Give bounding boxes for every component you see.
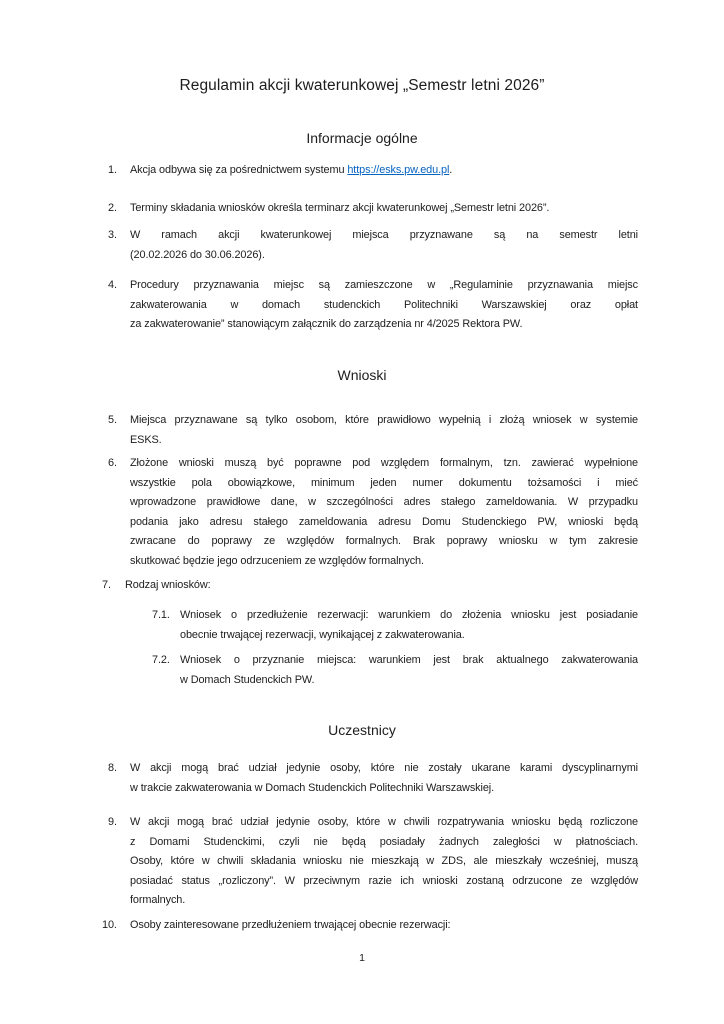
paragraph-line: w trakcie zakwaterowania w Domach Studenckich Politechniki Warszawskiej. (130, 781, 495, 794)
paragraph-line: Złożone wnioski muszą być poprawne pod względem formalnym, tzn. zawierać wypełnione (130, 457, 638, 469)
paragraph-line: obecnie trwającej rezerwacji, wynikającej z zakwaterowania. (180, 628, 465, 641)
item-number: 8. (108, 762, 117, 774)
item-number: 1. (108, 164, 117, 176)
paragraph-line: Terminy składania wniosków określa terminarz akcji kwaterunkowej „Semestr letni 2026”. (130, 202, 550, 214)
item-number: 3. (108, 229, 117, 241)
paragraph-line: zwracane do poprawy ze względów formalnych. Brak poprawy wniosku w tym zakresie (130, 535, 638, 547)
section-heading-uczestnicy: Uczestnicy (328, 722, 396, 738)
list-item-6 (108, 454, 724, 571)
list-item-7-2 (152, 651, 724, 690)
list-item-2 (108, 199, 724, 219)
list-item-7 (102, 576, 724, 596)
esks-link[interactable]: https://esks.pw.edu.pl (347, 164, 450, 176)
link-suffix-text: . (449, 164, 453, 176)
paragraph-line: wszystkie pola obowiązkowe, minimum jeden numer dokumentu tożsamości i mieć (130, 476, 638, 489)
list-item-1 (108, 161, 724, 181)
item-number: 2. (108, 202, 117, 214)
item-number: 7. (102, 579, 111, 591)
paragraph-line: Rodzaj wniosków: (125, 579, 211, 591)
paragraph-line: wprowadzone prawidłowe dane, w szczególności adres stałego zameldowania. W przypadku (130, 496, 638, 508)
item-number: 5. (108, 414, 117, 426)
item-number: 10. (102, 919, 117, 931)
paragraph-line: Miejsca przyznawane są tylko osobom, które prawidłowo wypełnią i złożą wniosek w systemie (130, 414, 638, 426)
document-title: Regulamin akcji kwaterunkowej „Semestr letni 2026” (179, 77, 545, 94)
paragraph-line: W akcji mogą brać udział jedynie osoby, które w chwili rozpatrywania wniosku będą rozliczone (130, 816, 638, 828)
paragraph-line: skutkować będzie jego odrzuceniem ze względów formalnych. (130, 554, 424, 567)
item-number: 4. (108, 279, 117, 291)
paragraph-line: (20.02.2026 do 30.06.2026). (130, 248, 265, 261)
paragraph-line: Osoby zainteresowane przedłużeniem trwającej obecnie rezerwacji: (130, 919, 451, 931)
paragraph-line: Osoby, które w chwili składania wniosku nie mieszkają w ZDS, ale mieszkały wcześniej, muszą (130, 855, 638, 867)
paragraph-line: podania jako adresu stałego zameldowania adresu Domu Studenckiego PW, wnioski będą (130, 515, 638, 528)
paragraph-line: posiadać status „rozliczony”. W przeciwnym razie ich wnioski zostaną odrzucone ze względów (130, 874, 638, 887)
paragraph-line: Wniosek o przedłużenie rezerwacji: warunkiem do złożenia wniosku jest posiadanie (180, 609, 638, 621)
item-number: 6. (108, 457, 117, 469)
section-heading-wnioski: Wnioski (337, 367, 387, 383)
list-item-10 (102, 916, 724, 936)
item-number: 9. (108, 816, 117, 828)
paragraph-line: formalnych. (130, 894, 186, 906)
paragraph-line: Procedury przyznawania miejsc są zamieszczone w „Regulaminie przyznawania miejsc (130, 279, 638, 291)
paragraph-line: w Domach Studenckich PW. (180, 673, 315, 686)
paragraph-line: W akcji mogą brać udział jedynie osoby, które nie zostały ukarane karami dyscyplinarnymi (130, 762, 638, 774)
paragraph-line: ESKS. (130, 433, 162, 446)
item-number: 7.1. (152, 609, 170, 621)
link-prefix-text: Akcja odbywa się za pośrednictwem systemu (130, 164, 348, 176)
paragraph-line: zakwaterowania w domach studenckich Politechniki Warszawskiej oraz opłat (130, 298, 638, 311)
list-item-8 (108, 759, 724, 798)
list-item-3 (108, 226, 724, 265)
item-number: 7.2. (152, 654, 170, 666)
list-item-9 (108, 813, 724, 911)
paragraph-line: Wniosek o przyznanie miejsca: warunkiem jest brak aktualnego zakwaterowania (180, 654, 638, 666)
paragraph-line (130, 161, 638, 181)
list-item-4 (108, 276, 724, 335)
list-item-7-1 (152, 606, 724, 645)
paragraph-line: z Domami Studenckimi, czyli nie będą posiadały żadnych zaległości w płatnościach. (130, 835, 638, 848)
section-heading-informacje-ogolne: Informacje ogólne (306, 130, 418, 146)
paragraph-line: za zakwaterowanie” stanowiącym załącznik do zarządzenia nr 4/2025 Rektora PW. (130, 318, 523, 330)
paragraph-line: W ramach akcji kwaterunkowej miejsca przyznawane są na semestr letni (130, 229, 638, 241)
page-number: 1 (359, 951, 365, 964)
list-item-5 (108, 411, 724, 450)
